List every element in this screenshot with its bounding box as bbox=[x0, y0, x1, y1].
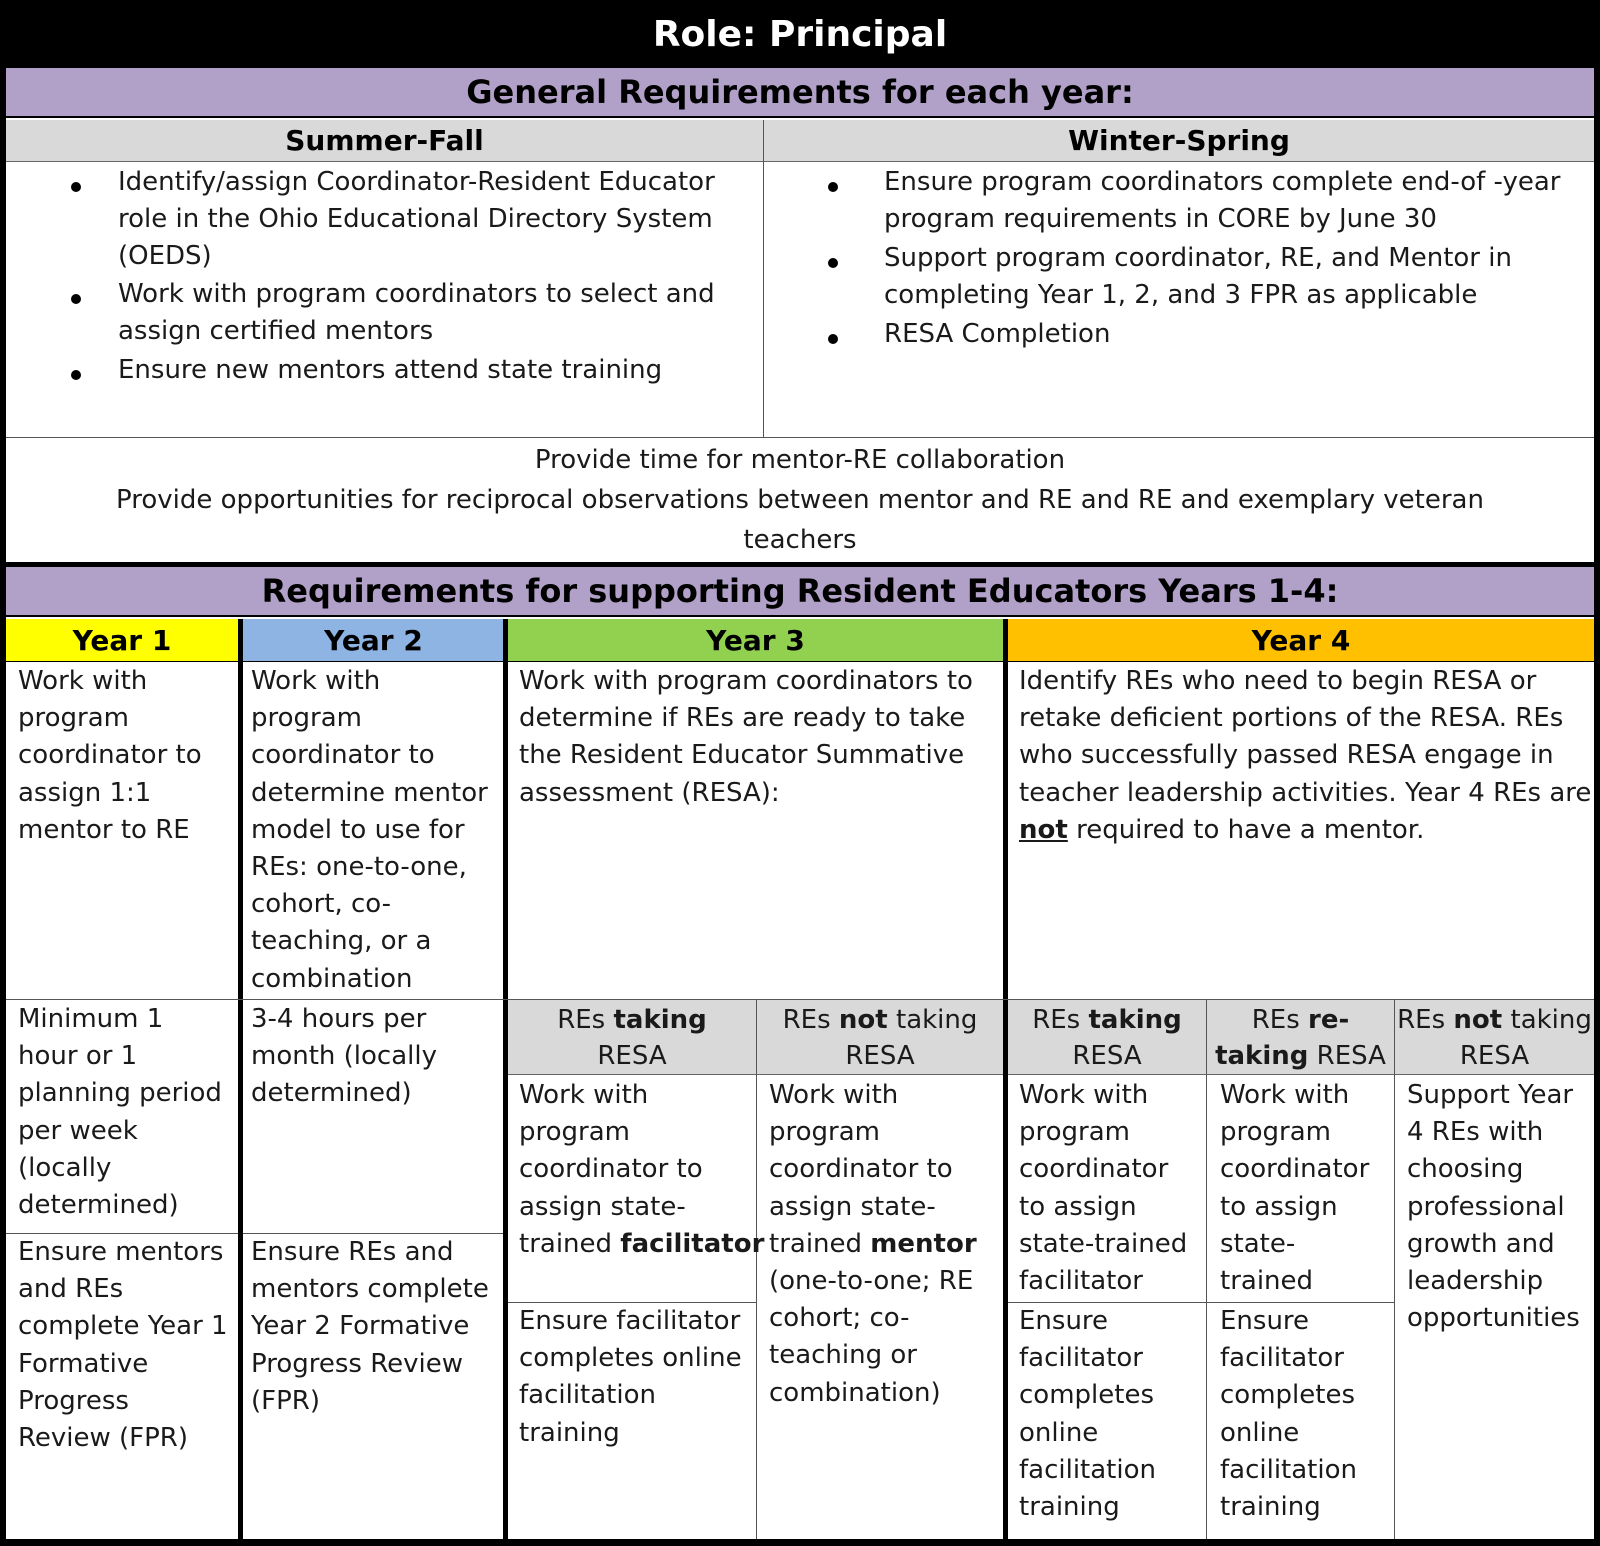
year4-retaking-training: Ensure facilitator completes online facilitation training bbox=[1220, 1306, 1357, 1523]
season-divider bbox=[763, 120, 764, 438]
bullet-icon bbox=[71, 294, 81, 304]
year4-not-taking-header: REs not taking RESA bbox=[1395, 1000, 1594, 1075]
year4-intro: Identify REs who need to begin RESA or retake deficient portions of the RESA. REs who successfully passed RESA engage in teacher leadership activities. Year 4 REs are not required to have a mentor. bbox=[1019, 666, 1592, 845]
column-divider bbox=[1003, 619, 1008, 1539]
year4-retaking-body: Work with program coordinator to assign state- trained bbox=[1220, 1080, 1370, 1297]
year1-time: Minimum 1 hour or 1 planning period per week (locally determined) bbox=[18, 1004, 222, 1221]
bullet-icon bbox=[828, 182, 838, 192]
year3-not-taking-header: REs not taking RESA bbox=[757, 1000, 1003, 1075]
bullet-icon bbox=[71, 182, 81, 192]
divider bbox=[6, 437, 1594, 438]
winter-spring-header: Winter-Spring bbox=[764, 120, 1594, 162]
year2-time: 3-4 hours per month (locally determined) bbox=[251, 1004, 437, 1109]
sub-column-divider bbox=[1394, 1000, 1395, 1539]
year1-header: Year 1 bbox=[6, 619, 238, 662]
document: Role: Principal General Requirements for each year: Summer-Fall Winter-Spring Identify/assign Coordinator-Resident Educator role in the Ohio Educational Directory System (OEDS) Work with program coordinators to select and assign certified mentors Ensure new mentors attend state training Ensure program coordinators complete end-of -year program requirements in CORE by June 30 Support program coordinator, RE, and Mentor in completing Year 1, 2, and 3 FPR as applicable RESA Completion Provide time for mentor-RE collaboration Provide opportunities for reciprocal observations between mentor and RE and RE and exemplary veteran teachers Requirements for supporting Resident Educators Years 1-4: Year 1 Year 2 Year 3 Year 4 Work with program coordinator to assign 1:1 mentor to RE Minimum 1 hour or 1 planning period per week (locally determined) Ensure mentors and REs complete Year 1 Formative Progress Review (FPR) Work with program coordinator to determine mentor model to use for REs: one-to-one, cohort, co- teaching, or a combination 3-4 hours per month (locally determined) Ensure REs and mentors complete Year 2 Formative Progress Review (FPR) Work with program coordinators to determine if REs are ready to take the Resident Educator Summative assessment (RESA): REs taking RESA REs not taking RESA Work with program coordinator to assign state- trained facilitator Ensure facilitator completes online facilitation training Work with program coordinator to assign state- trained mentor (one-to-one; RE cohort; co- teaching or combination) Identify REs who need to begin RESA or retake deficient portions of the RESA. REs who successfully passed RESA engage in teacher leadership activities. Year 4 REs are not required to have a mentor. REs taking RESA REs re- taking RESA REs not taking RESA Work with program coordinator to assign state-trained facilitator Ensure facilitator completes online facilitation training Work with program coordinator to assign state- trained Ensure facilitator completes online facilitation training Support Year 4 REs with choosing professional growth and leadership opportunities bbox=[0, 0, 1600, 1546]
title-bar bbox=[0, 0, 1600, 68]
year2-header: Year 2 bbox=[243, 619, 504, 662]
years-requirements-heading: Requirements for supporting Resident Educators Years 1-4: bbox=[261, 572, 1339, 610]
year3-not-taking-body: Work with program coordinator to assign state- trained mentor (one-to-one; RE cohort; co- teaching or combination) bbox=[769, 1080, 977, 1408]
year4-retaking-header: REs re- taking RESA bbox=[1207, 1000, 1394, 1075]
year3-taking-training: Ensure facilitator completes online facilitation training bbox=[519, 1306, 742, 1448]
year1-intro: Work with program coordinator to assign 1:1 mentor to RE bbox=[18, 666, 202, 845]
year3-taking-header: REs taking RESA bbox=[508, 1000, 756, 1075]
year2-intro: Work with program coordinator to determine mentor model to use for REs: one-to-one, cohort, co- teaching, or a combination bbox=[251, 666, 488, 994]
year3-intro: Work with program coordinators to determine if REs are ready to take the Resident Educator Summative assessment (RESA): bbox=[519, 666, 973, 808]
bullet-icon bbox=[828, 334, 838, 344]
year4-header: Year 4 bbox=[1008, 619, 1594, 662]
column-divider bbox=[238, 619, 243, 1539]
collaboration-text: Provide time for mentor-RE collaboration Provide opportunities for reciprocal observations between mentor and RE and RE and exemplary veteran teachers bbox=[116, 445, 1484, 555]
page-title: Role: Principal bbox=[652, 13, 948, 55]
year3-header: Year 3 bbox=[508, 619, 1003, 662]
general-requirements-heading: General Requirements for each year: bbox=[466, 73, 1134, 111]
bullet-icon bbox=[828, 258, 838, 268]
year1-fpr: Ensure mentors and REs complete Year 1 Formative Progress Review (FPR) bbox=[18, 1237, 228, 1454]
year4-taking-body: Work with program coordinator to assign state-trained facilitator bbox=[1019, 1080, 1188, 1297]
general-requirements-band bbox=[6, 68, 1594, 118]
year4-not-taking-body: Support Year 4 REs with choosing professional growth and leadership opportunities bbox=[1407, 1080, 1580, 1334]
year2-fpr: Ensure REs and mentors complete Year 2 Formative Progress Review (FPR) bbox=[251, 1237, 489, 1416]
bullet-icon bbox=[71, 370, 81, 380]
column-divider bbox=[503, 619, 508, 1539]
year4-taking-training: Ensure facilitator completes online facilitation training bbox=[1019, 1306, 1156, 1523]
year4-taking-header: REs taking RESA bbox=[1008, 1000, 1206, 1075]
years-requirements-band bbox=[6, 567, 1594, 617]
year3-taking-body: Work with program coordinator to assign state- trained facilitator bbox=[519, 1080, 765, 1259]
summer-fall-header: Summer-Fall bbox=[6, 120, 763, 162]
sub-column-divider bbox=[1206, 1000, 1207, 1539]
